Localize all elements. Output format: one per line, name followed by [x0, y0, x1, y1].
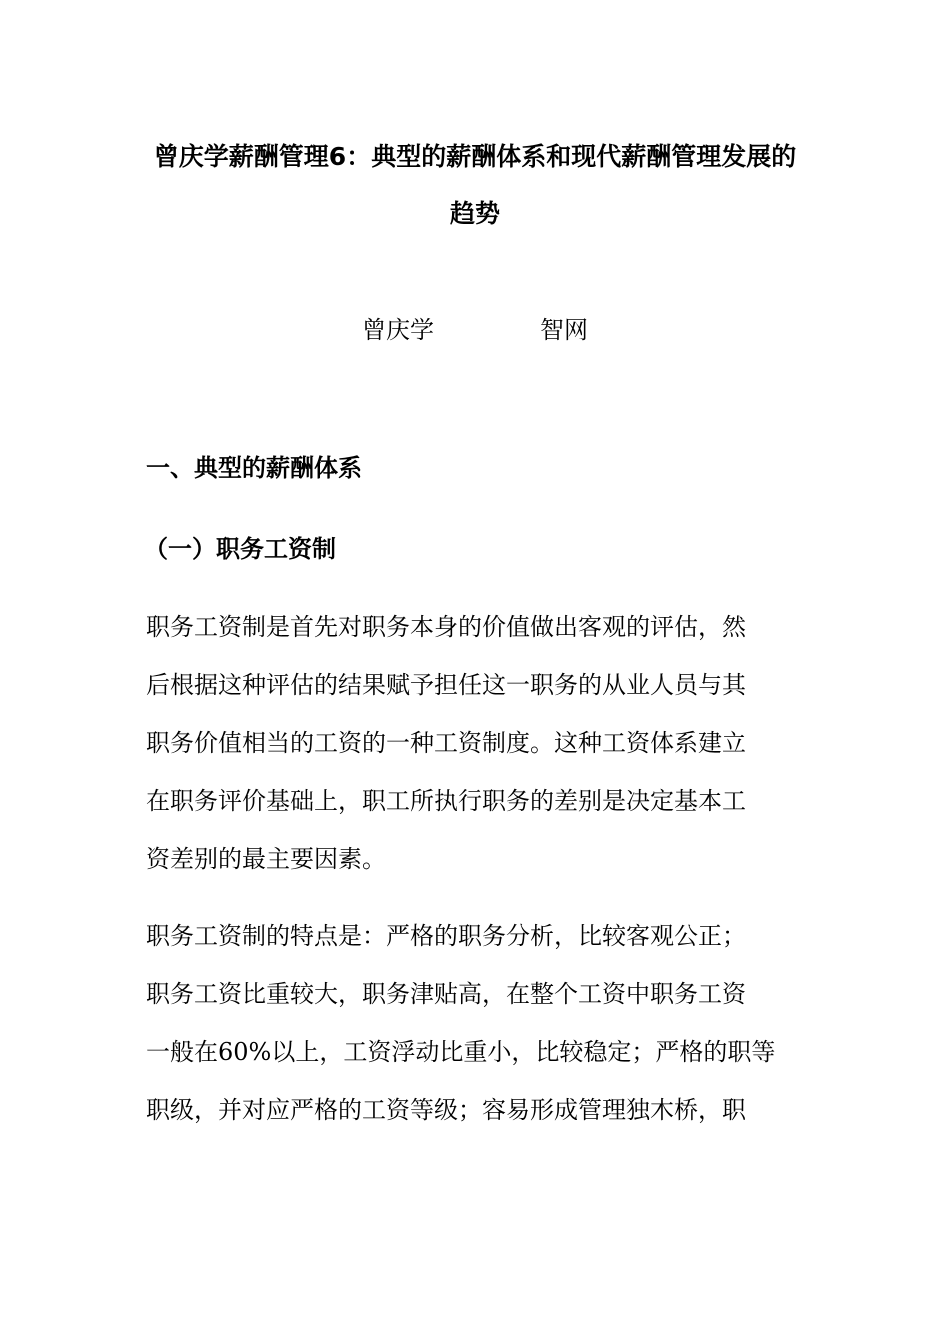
- source-name: 智网: [540, 316, 588, 344]
- document-title-continuation: 趋势: [449, 199, 500, 228]
- document-title: 曾庆学薪酬管理6：典型的薪酬体系和现代薪酬管理发展的: [153, 142, 797, 171]
- paragraph-line: 职务工资比重较大，职务津贴高，在整个工资中职务工资: [146, 980, 746, 1008]
- paragraph-line: 职务工资制的特点是：严格的职务分析，比较客观公正；: [146, 922, 746, 950]
- paragraph-line: 职务价值相当的工资的一种工资制度。这种工资体系建立: [146, 729, 746, 757]
- section-heading: 一、典型的薪酬体系: [146, 454, 362, 482]
- subsection-heading: （一）职务工资制: [144, 535, 336, 563]
- paragraph-line: 职级，并对应严格的工资等级；容易形成管理独木桥，职: [146, 1096, 746, 1124]
- paragraph-line: 资差别的最主要因素。: [146, 845, 386, 873]
- paragraph-line: 后根据这种评估的结果赋予担任这一职务的从业人员与其: [146, 671, 746, 699]
- paragraph-line: 职务工资制是首先对职务本身的价值做出客观的评估，然: [146, 613, 746, 641]
- paragraph-line: 在职务评价基础上，职工所执行职务的差别是决定基本工: [146, 787, 746, 815]
- paragraph-2: [146, 920, 775, 1152]
- paragraph-line: 一般在60%以上，工资浮动比重小，比较稳定；严格的职等: [146, 1038, 776, 1066]
- author-name: 曾庆学: [362, 316, 434, 344]
- paragraph-1: [146, 611, 746, 901]
